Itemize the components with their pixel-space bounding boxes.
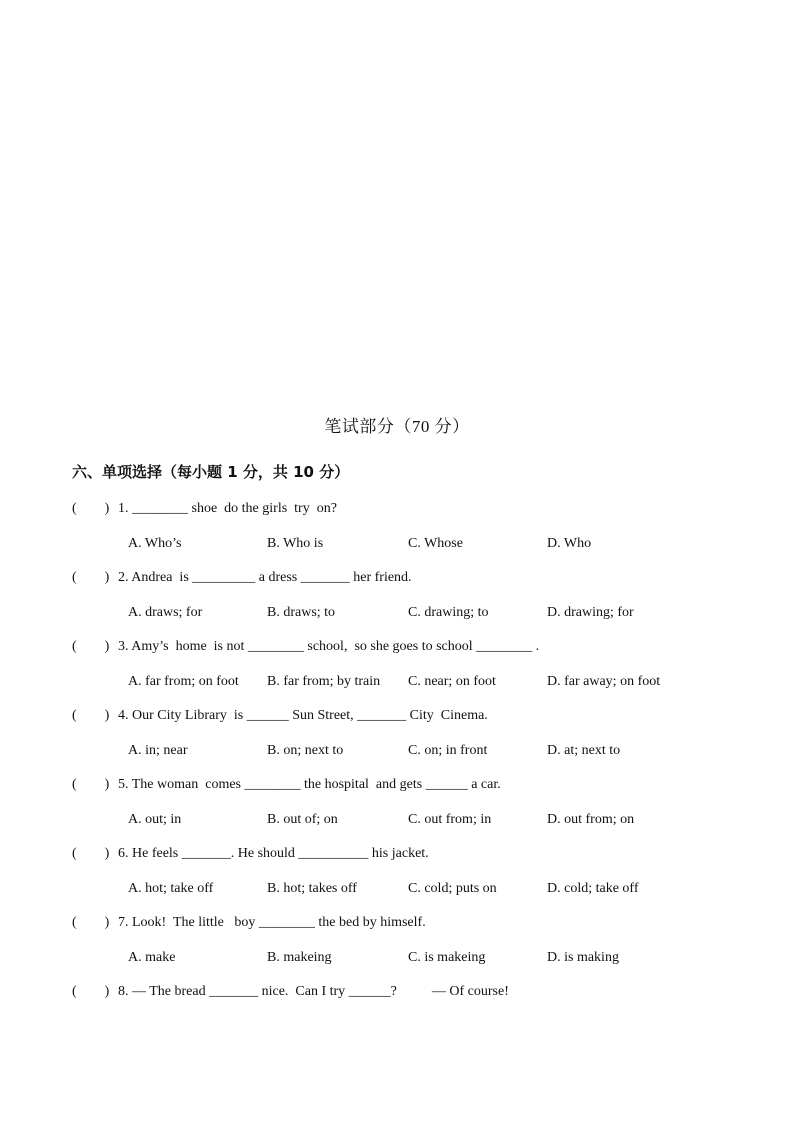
options-row [72,877,722,901]
option-d[interactable]: D. Who [547,536,592,551]
question-stem-line [72,911,722,935]
option-c[interactable]: C. cold; puts on [408,881,497,896]
option-b[interactable]: B. Who is [267,536,324,551]
option-b[interactable]: B. far from; by train [267,674,381,689]
question-6 [72,842,722,901]
question-7 [72,911,722,970]
options-row [72,670,722,694]
question-stem: 7. Look! The little boy ________ the bed by himself. [118,915,426,930]
question-stem-line [72,704,722,728]
options-row [72,808,722,832]
option-d[interactable]: D. drawing; for [547,605,634,620]
answer-paren[interactable]: ( ) [72,915,110,930]
question-stem-line [72,497,722,521]
question-stem: 1. ________ shoe do the girls try on? [118,501,337,516]
option-b[interactable]: B. on; next to [267,743,344,758]
question-stem-line [72,980,722,1004]
section-heading: 六、单项选择（每小题 1 分，共 10 分） [72,463,350,481]
question-stem-line [72,566,722,590]
answer-paren[interactable]: ( ) [72,846,110,861]
option-a[interactable]: A. in; near [128,743,188,758]
answer-paren[interactable]: ( ) [72,570,110,585]
option-a[interactable]: A. hot; take off [128,881,214,896]
question-stem: 8. — The bread _______ nice. Can I try ______? — Of course! [118,984,509,999]
option-d[interactable]: D. cold; take off [547,881,639,896]
option-c[interactable]: C. Whose [408,536,463,551]
options-row [72,946,722,970]
answer-paren[interactable]: ( ) [72,708,110,723]
option-a[interactable]: A. far from; on foot [128,674,239,689]
question-8 [72,980,722,1004]
question-stem: 5. The woman comes ________ the hospital and gets ______ a car. [118,777,501,792]
option-b[interactable]: B. hot; takes off [267,881,357,896]
option-d[interactable]: D. out from; on [547,812,635,827]
option-d[interactable]: D. far away; on foot [547,674,661,689]
option-a[interactable]: A. draws; for [128,605,203,620]
question-stem: 3. Amy’s home is not ________ school, so she goes to school ________ . [118,639,540,654]
question-stem-line [72,773,722,797]
question-4 [72,704,722,763]
page-title: 笔试部分（70 分） [324,417,470,436]
question-3 [72,635,722,694]
option-b[interactable]: B. draws; to [267,605,336,620]
answer-paren[interactable]: ( ) [72,501,110,516]
answer-paren[interactable]: ( ) [72,639,110,654]
option-c[interactable]: C. is makeing [408,950,486,965]
option-d[interactable]: D. at; next to [547,743,621,758]
option-a[interactable]: A. out; in [128,812,182,827]
option-c[interactable]: C. on; in front [408,743,488,758]
option-d[interactable]: D. is making [547,950,619,965]
question-stem: 4. Our City Library is ______ Sun Street, _______ City Cinema. [118,708,488,723]
option-c[interactable]: C. near; on foot [408,674,496,689]
question-list [72,497,722,1004]
question-2 [72,566,722,625]
option-c[interactable]: C. out from; in [408,812,492,827]
question-stem-line [72,842,722,866]
option-a[interactable]: A. make [128,950,176,965]
question-1 [72,497,722,556]
options-row [72,739,722,763]
answer-paren[interactable]: ( ) [72,984,110,999]
option-a[interactable]: A. Who’s [128,536,182,551]
options-row [72,601,722,625]
option-c[interactable]: C. drawing; to [408,605,489,620]
options-row [72,532,722,556]
question-stem: 6. He feels _______. He should __________ his jacket. [118,846,429,861]
option-b[interactable]: B. out of; on [267,812,338,827]
answer-paren[interactable]: ( ) [72,777,110,792]
question-5 [72,773,722,832]
question-stem: 2. Andrea is _________ a dress _______ her friend. [118,570,412,585]
option-b[interactable]: B. makeing [267,950,332,965]
question-stem-line [72,635,722,659]
